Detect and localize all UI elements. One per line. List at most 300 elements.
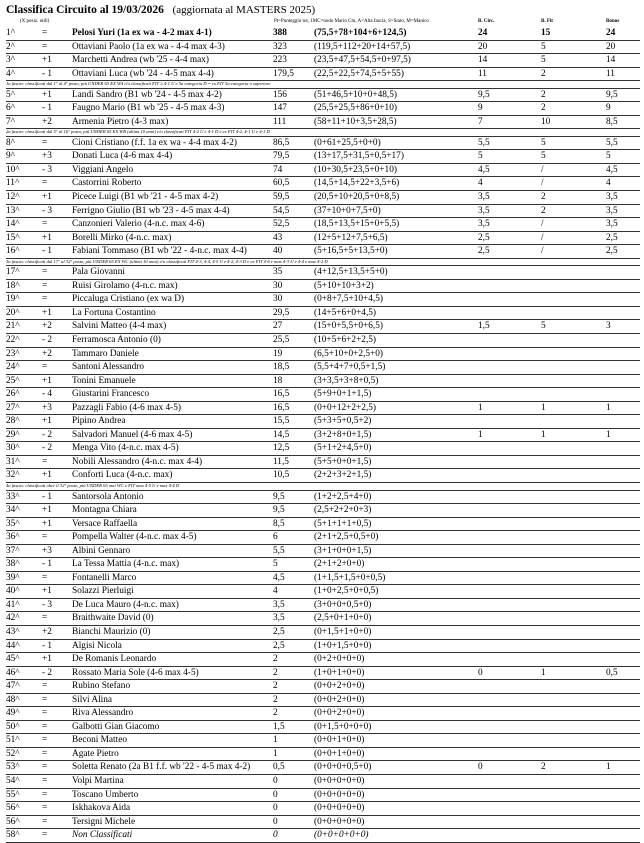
- variation-cell: - 3: [42, 205, 53, 216]
- player-name-cell: Algisi Nicola: [72, 640, 122, 651]
- table-row: [6, 102, 640, 116]
- variation-cell: +1: [42, 55, 52, 66]
- points-cell: 2,5: [273, 626, 285, 637]
- player-name-cell: Bianchi Maurizio (0): [72, 626, 151, 637]
- position-cell: 5^: [6, 89, 16, 100]
- points-detail-cell: (2,5+2+2+0+3): [314, 505, 372, 516]
- player-name-cell: Galbotti Gian Giacomo: [72, 721, 160, 732]
- player-name-cell: Landi Sandro (B1 wb '24 - 4-5 max 4-2): [72, 89, 222, 100]
- position-cell: 35^: [6, 518, 20, 529]
- points-cell: 2: [273, 681, 278, 692]
- bonus-circ-cell: 2,5: [478, 232, 490, 243]
- points-detail-cell: (13+17,5+31,5+0,5+17): [314, 151, 404, 162]
- variation-cell: =: [42, 532, 48, 543]
- bonus-circ-cell: 3,5: [478, 205, 490, 216]
- variation-cell: - 1: [42, 640, 53, 651]
- position-cell: 21^: [6, 321, 20, 332]
- table-row: [6, 205, 640, 219]
- points-detail-cell: (2+1+2,5+0,5+0): [314, 532, 379, 543]
- player-name-cell: Pompella Walter (4-n.c. max 4-5): [72, 532, 197, 543]
- header-legend: Pt=Punteggio tot, 1MC=nodo Mario Ctu, A=Alta fascia, S=Stato, M=Manico: [274, 19, 429, 24]
- points-cell: 60,5: [273, 178, 290, 189]
- points-cell: 19: [273, 348, 283, 359]
- player-name-cell: Tonini Emanuele: [72, 375, 136, 386]
- position-cell: 20^: [6, 307, 20, 318]
- player-name-cell: Agate Pietro: [72, 748, 119, 759]
- bonus-circ-cell: 5: [478, 151, 483, 162]
- table-row: [6, 829, 640, 843]
- bonus-cell: 8,5: [606, 116, 618, 127]
- table-row: [6, 599, 640, 613]
- player-name-cell: De Luca Mauro (4-n.c. max): [72, 599, 179, 610]
- player-name-cell: Ruisi Girolamo (4-n.c. max): [72, 280, 178, 291]
- variation-cell: +1: [42, 307, 52, 318]
- points-cell: 0: [273, 816, 278, 827]
- points-cell: 1: [273, 735, 278, 746]
- points-cell: 0: [273, 830, 278, 841]
- position-cell: 51^: [6, 735, 20, 746]
- points-detail-cell: (14,5+14,5+22+3,5+6): [314, 178, 400, 189]
- variation-cell: =: [42, 775, 48, 786]
- position-cell: 9^: [6, 151, 16, 162]
- table-row: [6, 469, 640, 483]
- bonus-fit-cell: 2: [541, 762, 546, 773]
- bonus-cell: 2,5: [606, 246, 618, 257]
- player-name-cell: Menga Vito (4-n.c. max 4-5): [72, 443, 179, 454]
- player-name-cell: Non Classificati: [72, 830, 133, 841]
- table-row: [6, 816, 640, 830]
- points-cell: 74: [273, 164, 283, 175]
- table-row: [6, 89, 640, 103]
- player-name-cell: Piccaluga Cristiano (ex wa D): [72, 294, 185, 305]
- player-name-cell: Cioni Cristiano (f.f. 1a ex wa - 4-4 max 4-2): [72, 137, 237, 148]
- points-detail-cell: (0+0+2+0+0): [314, 708, 365, 719]
- points-detail-cell: (2+2+3+2+1,5): [314, 470, 372, 481]
- position-cell: 43^: [6, 626, 20, 637]
- points-detail-cell: (0+0+2+0+0): [314, 694, 365, 705]
- position-cell: 48^: [6, 694, 20, 705]
- position-cell: 8^: [6, 137, 16, 148]
- bonus-fit-cell: 10: [541, 116, 551, 127]
- bonus-fit-cell: 5: [541, 321, 546, 332]
- player-name-cell: Ottaviani Luca (wb '24 - 4-5 max 4-4): [72, 68, 214, 79]
- position-cell: 53^: [6, 762, 20, 773]
- bonus-cell: 14: [606, 55, 616, 66]
- points-detail-cell: (0+8+7,5+10+4,5): [314, 294, 384, 305]
- variation-cell: =: [42, 830, 48, 841]
- bonus-cell: 5,5: [606, 137, 618, 148]
- table-row: [6, 177, 640, 191]
- points-cell: 5: [273, 559, 278, 570]
- player-name-cell: Donati Luca (4-6 max 4-4): [72, 151, 173, 162]
- table-row: [6, 442, 640, 456]
- bonus-circ-cell: 4,5: [478, 164, 490, 175]
- player-name-cell: Fontanelli Marco: [72, 572, 137, 583]
- points-detail-cell: (1+2+2,5+4+0): [314, 491, 372, 502]
- position-cell: 36^: [6, 532, 20, 543]
- ranking-table: [6, 27, 640, 843]
- bonus-fit-cell: 15: [541, 28, 551, 38]
- variation-cell: +1: [42, 89, 52, 100]
- variation-cell: - 3: [42, 164, 53, 175]
- bonus-circ-cell: 9: [478, 103, 483, 114]
- table-row: [6, 545, 640, 559]
- variation-cell: =: [42, 816, 48, 827]
- position-cell: 30^: [6, 443, 20, 454]
- variation-cell: - 4: [42, 389, 53, 400]
- variation-cell: +1: [42, 518, 52, 529]
- bonus-cell: 3,5: [606, 219, 618, 230]
- bonus-fit-cell: /: [541, 219, 544, 230]
- table-row: [6, 491, 640, 505]
- points-detail-cell: (0+61+25,5+0+0): [314, 137, 381, 148]
- points-detail-cell: (119,5+112+20+14+57,5): [314, 41, 411, 52]
- table-row: [6, 116, 640, 130]
- table-row: [6, 707, 640, 721]
- bonus-circ-cell: 2,5: [478, 246, 490, 257]
- points-detail-cell: (5+1+2+4,5+0): [314, 443, 372, 454]
- variation-cell: =: [42, 267, 48, 278]
- points-cell: 0: [273, 775, 278, 786]
- player-name-cell: La Tessa Mattia (4-n.c. max): [72, 559, 180, 570]
- points-cell: 40: [273, 246, 283, 257]
- player-name-cell: Castorrini Roberto: [72, 178, 142, 189]
- variation-cell: +2: [42, 626, 52, 637]
- table-row: [6, 415, 640, 429]
- points-detail-cell: (3+1+0+0+1,5): [314, 545, 372, 556]
- variation-cell: =: [42, 694, 48, 705]
- position-cell: 11^: [6, 178, 20, 189]
- player-name-cell: Nobili Alessandro (4-n.c. max 4-4): [72, 456, 203, 467]
- points-cell: 59,5: [273, 192, 290, 203]
- points-cell: 223: [273, 55, 287, 66]
- table-row: [6, 802, 640, 816]
- variation-cell: +1: [42, 654, 52, 665]
- header-points-note: (X posiz. utili): [20, 19, 50, 24]
- points-detail-cell: (0+0+0+0+0): [314, 816, 365, 827]
- position-cell: 46^: [6, 667, 20, 678]
- table-row: [6, 334, 640, 348]
- variation-cell: +1: [42, 232, 52, 243]
- position-cell: 14^: [6, 219, 20, 230]
- player-name-cell: Pazzagli Fabio (4-6 max 4-5): [72, 402, 181, 413]
- player-name-cell: Borelli Mirko (4-n.c. max): [72, 232, 172, 243]
- points-cell: 11,5: [273, 456, 289, 467]
- variation-cell: =: [42, 721, 48, 732]
- position-cell: 33^: [6, 491, 20, 502]
- player-name-cell: Giustarini Francesco: [72, 389, 150, 400]
- table-row: [6, 585, 640, 599]
- variation-cell: +3: [42, 151, 52, 162]
- table-header: [6, 17, 640, 27]
- points-cell: 156: [273, 89, 287, 100]
- table-row: [6, 694, 640, 708]
- table-row: [6, 41, 640, 55]
- position-cell: 32^: [6, 470, 20, 481]
- points-cell: 14,5: [273, 429, 290, 440]
- player-name-cell: Santorsola Antonio: [72, 491, 144, 502]
- points-detail-cell: (1+0+1+0+0): [314, 667, 365, 678]
- position-cell: 7^: [6, 116, 16, 127]
- position-cell: 47^: [6, 681, 20, 692]
- position-cell: 38^: [6, 559, 20, 570]
- variation-cell: +1: [42, 586, 52, 597]
- bonus-circ-cell: 20: [478, 41, 488, 52]
- position-cell: 40^: [6, 586, 20, 597]
- position-cell: 54^: [6, 775, 20, 786]
- table-row: [6, 734, 640, 748]
- points-detail-cell: (75,5+78+104+6+124,5): [314, 28, 407, 38]
- points-detail-cell: (5+9+0+1+1,5): [314, 389, 372, 400]
- variation-cell: +2: [42, 348, 52, 359]
- player-name-cell: Solazzi Pierluigi: [72, 586, 134, 597]
- table-row: [6, 245, 640, 259]
- points-cell: 2: [273, 708, 278, 719]
- variation-cell: =: [42, 735, 48, 746]
- position-cell: 42^: [6, 613, 20, 624]
- points-cell: 25,5: [273, 334, 290, 345]
- variation-cell: =: [42, 28, 48, 38]
- bonus-cell: 24: [606, 28, 616, 38]
- table-row: [6, 748, 640, 762]
- points-detail-cell: (0+0+0+0+0): [314, 830, 369, 841]
- points-cell: 147: [273, 103, 287, 114]
- bonus-cell: 2,5: [606, 232, 618, 243]
- player-name-cell: Pala Giovanni: [72, 267, 125, 278]
- table-row: [6, 721, 640, 735]
- bonus-circ-cell: 11: [478, 68, 487, 79]
- bonus-cell: 9,5: [606, 89, 618, 100]
- points-cell: 0,5: [273, 762, 285, 773]
- points-detail-cell: (3+0+0+0,5+0): [314, 599, 372, 610]
- player-name-cell: De Romanis Leonardo: [72, 654, 157, 665]
- player-name-cell: Beconi Matteo: [72, 735, 127, 746]
- points-cell: 12,5: [273, 443, 290, 454]
- variation-cell: =: [42, 137, 48, 148]
- title-update-note: (aggiornata al MASTERS 2025): [172, 4, 316, 16]
- points-cell: 79,5: [273, 151, 290, 162]
- position-cell: 45^: [6, 654, 20, 665]
- variation-cell: - 1: [42, 68, 53, 79]
- table-row: [6, 68, 640, 82]
- bonus-fit-cell: 1: [541, 402, 546, 413]
- points-detail-cell: (58+11+10+3,5+28,5): [314, 116, 397, 127]
- bonus-circ-cell: 1,5: [478, 321, 490, 332]
- points-detail-cell: (1+0+2,5+0+0,5): [314, 586, 379, 597]
- position-cell: 37^: [6, 545, 20, 556]
- position-cell: 19^: [6, 294, 20, 305]
- points-detail-cell: (10+30,5+23,5+0+10): [314, 164, 397, 175]
- player-name-cell: Rubino Stefano: [72, 681, 131, 692]
- points-detail-cell: (0+0+12+2+2,5): [314, 402, 377, 413]
- table-row: [6, 680, 640, 694]
- position-cell: 12^: [6, 192, 20, 203]
- bonus-fit-cell: /: [541, 178, 544, 189]
- position-cell: 44^: [6, 640, 20, 651]
- position-cell: 15^: [6, 232, 20, 243]
- position-cell: 56^: [6, 816, 20, 827]
- points-detail-cell: (6,5+10+0+2,5+0): [314, 348, 384, 359]
- variation-cell: +1: [42, 470, 52, 481]
- table-row: [6, 531, 640, 545]
- bonus-circ-cell: 3,5: [478, 219, 490, 230]
- points-detail-cell: (14+5+6+0+4,5): [314, 307, 377, 318]
- points-cell: 0: [273, 789, 278, 800]
- points-cell: 179,5: [273, 68, 294, 79]
- player-name-cell: Albini Gennaro: [72, 545, 131, 556]
- player-name-cell: Conforti Luca (4-n.c. max): [72, 470, 173, 481]
- position-cell: 34^: [6, 505, 20, 516]
- bonus-fit-cell: 1: [541, 429, 546, 440]
- player-name-cell: Canzonieri Valerio (4-n.c. max 4-6): [72, 219, 205, 230]
- variation-cell: +1: [42, 375, 52, 386]
- variation-cell: - 3: [42, 599, 53, 610]
- points-detail-cell: (10+5+6+2+2,5): [314, 334, 377, 345]
- table-row: [6, 361, 640, 375]
- points-cell: 6: [273, 532, 278, 543]
- variation-cell: +2: [42, 321, 52, 332]
- points-detail-cell: (0+0+0+0+0): [314, 789, 365, 800]
- bonus-cell: 20: [606, 41, 616, 52]
- position-cell: 25^: [6, 375, 20, 386]
- bonus-cell: 1: [606, 429, 611, 440]
- position-cell: 31^: [6, 456, 20, 467]
- points-detail-cell: (0+0+2+0+0): [314, 681, 365, 692]
- variation-cell: +3: [42, 402, 52, 413]
- player-name-cell: Ferramosca Antonio (0): [72, 334, 161, 345]
- player-name-cell: Picece Luigi (B1 wb '21 - 4-5 max 4-2): [72, 192, 219, 203]
- player-name-cell: Rossato Maria Sole (4-6 max 4-5): [72, 667, 199, 678]
- variation-cell: +1: [42, 505, 52, 516]
- variation-cell: - 1: [42, 491, 53, 502]
- points-detail-cell: (22,5+22,5+74,5+5+55): [314, 68, 404, 79]
- points-detail-cell: (12+5+12+7,5+6,5): [314, 232, 388, 243]
- points-detail-cell: (5+1+1+1+0,5): [314, 518, 372, 529]
- points-detail-cell: (15+0+5,5+0+6,5): [314, 321, 384, 332]
- ranking-document: [6, 4, 640, 843]
- variation-cell: =: [42, 803, 48, 814]
- bonus-fit-cell: 2: [541, 103, 546, 114]
- points-detail-cell: (5,5+4+7+0,5+1,5): [314, 362, 386, 373]
- points-cell: 3,5: [273, 613, 285, 624]
- bonus-cell: 9: [606, 103, 611, 114]
- points-detail-cell: (5+16,5+5+13,5+0): [314, 246, 388, 257]
- table-row: [6, 789, 640, 803]
- position-cell: 56^: [6, 803, 20, 814]
- points-cell: 18,5: [273, 362, 290, 373]
- points-cell: 16,5: [273, 402, 290, 413]
- position-cell: 28^: [6, 416, 20, 427]
- player-name-cell: Salvini Matteo (4-4 max): [72, 321, 167, 332]
- bonus-circ-cell: 0: [478, 762, 483, 773]
- table-row: [6, 150, 640, 164]
- bonus-circ-cell: 24: [478, 28, 488, 38]
- variation-cell: =: [42, 681, 48, 692]
- table-row: [6, 504, 640, 518]
- points-detail-cell: (2+1+2+0+0): [314, 559, 365, 570]
- position-cell: 41^: [6, 599, 20, 610]
- points-cell: 29,5: [273, 307, 290, 318]
- table-row: [6, 232, 640, 246]
- position-cell: 3^: [6, 55, 16, 66]
- points-cell: 16,5: [273, 389, 290, 400]
- variation-cell: =: [42, 572, 48, 583]
- position-cell: 22^: [6, 334, 20, 345]
- points-cell: 5,5: [273, 545, 285, 556]
- points-cell: 9,5: [273, 491, 285, 502]
- position-cell: 50^: [6, 721, 20, 732]
- variation-cell: - 2: [42, 429, 53, 440]
- points-detail-cell: (2,5+0+1+0+0): [314, 613, 372, 624]
- table-row: [6, 761, 640, 775]
- points-detail-cell: (0+0+0+0,5+0): [314, 762, 372, 773]
- points-cell: 27: [273, 321, 283, 332]
- bonus-fit-cell: 5: [541, 41, 546, 52]
- position-cell: 55^: [6, 789, 20, 800]
- table-row: [6, 307, 640, 321]
- player-name-cell: Montagna Chiara: [72, 505, 137, 516]
- points-cell: 2,5: [273, 640, 285, 651]
- position-cell: 16^: [6, 246, 20, 257]
- bonus-fit-cell: 2: [541, 89, 546, 100]
- variation-cell: +3: [42, 545, 52, 556]
- variation-cell: =: [42, 456, 48, 467]
- points-cell: 1: [273, 748, 278, 759]
- bonus-cell: 3: [606, 321, 611, 332]
- points-cell: 54,5: [273, 205, 290, 216]
- variation-cell: =: [42, 762, 48, 773]
- points-detail-cell: (0+2+0+0+0): [314, 654, 365, 665]
- player-name-cell: La Fortuna Costantino: [72, 307, 156, 318]
- position-cell: 2^: [6, 41, 16, 52]
- table-row: [6, 164, 640, 178]
- player-name-cell: Ottaviani Paolo (1a ex wa - 4-4 max 4-3): [72, 41, 225, 52]
- player-name-cell: Ferrigno Giulio (B1 wb '23 - 4-5 max 4-4): [72, 205, 230, 216]
- bonus-cell: 1: [606, 402, 611, 413]
- table-row: [6, 375, 640, 389]
- player-name-cell: Iskhakova Aida: [72, 803, 131, 814]
- player-name-cell: Marchetti Andrea (wb '25 - 4-4 max): [72, 55, 209, 66]
- bonus-fit-cell: 2: [541, 192, 546, 203]
- bonus-circ-cell: 5,5: [478, 137, 490, 148]
- table-row: [6, 612, 640, 626]
- points-cell: 1,5: [273, 721, 285, 732]
- points-detail-cell: (25,5+25,5+86+0+10): [314, 103, 397, 114]
- table-row: [6, 280, 640, 294]
- bonus-circ-cell: 1: [478, 402, 483, 413]
- points-cell: 0: [273, 803, 278, 814]
- variation-cell: =: [42, 280, 48, 291]
- bonus-cell: 0,5: [606, 667, 618, 678]
- position-cell: 17^: [6, 267, 20, 278]
- table-row: [6, 640, 640, 654]
- variation-cell: =: [42, 789, 48, 800]
- points-detail-cell: (5+10+10+3+2): [314, 280, 374, 291]
- position-cell: 23^: [6, 348, 20, 359]
- bonus-circ-cell: 14: [478, 55, 488, 66]
- variation-cell: +1: [42, 416, 52, 427]
- points-detail-cell: (1+1,5+1,5+0+0,5): [314, 572, 386, 583]
- player-name-cell: Toscano Umberto: [72, 789, 139, 800]
- bonus-fit-cell: 2: [541, 205, 546, 216]
- points-detail-cell: (3+3,5+3+8+0,5): [314, 375, 379, 386]
- position-cell: 18^: [6, 280, 20, 291]
- document-title: [6, 4, 640, 17]
- points-detail-cell: (0+0+0+0+0): [314, 803, 365, 814]
- player-name-cell: Fabiani Tommaso (B1 wb '22 - 4-n.c. max 4-4): [72, 246, 247, 257]
- points-cell: 8,5: [273, 518, 285, 529]
- points-cell: 2: [273, 667, 278, 678]
